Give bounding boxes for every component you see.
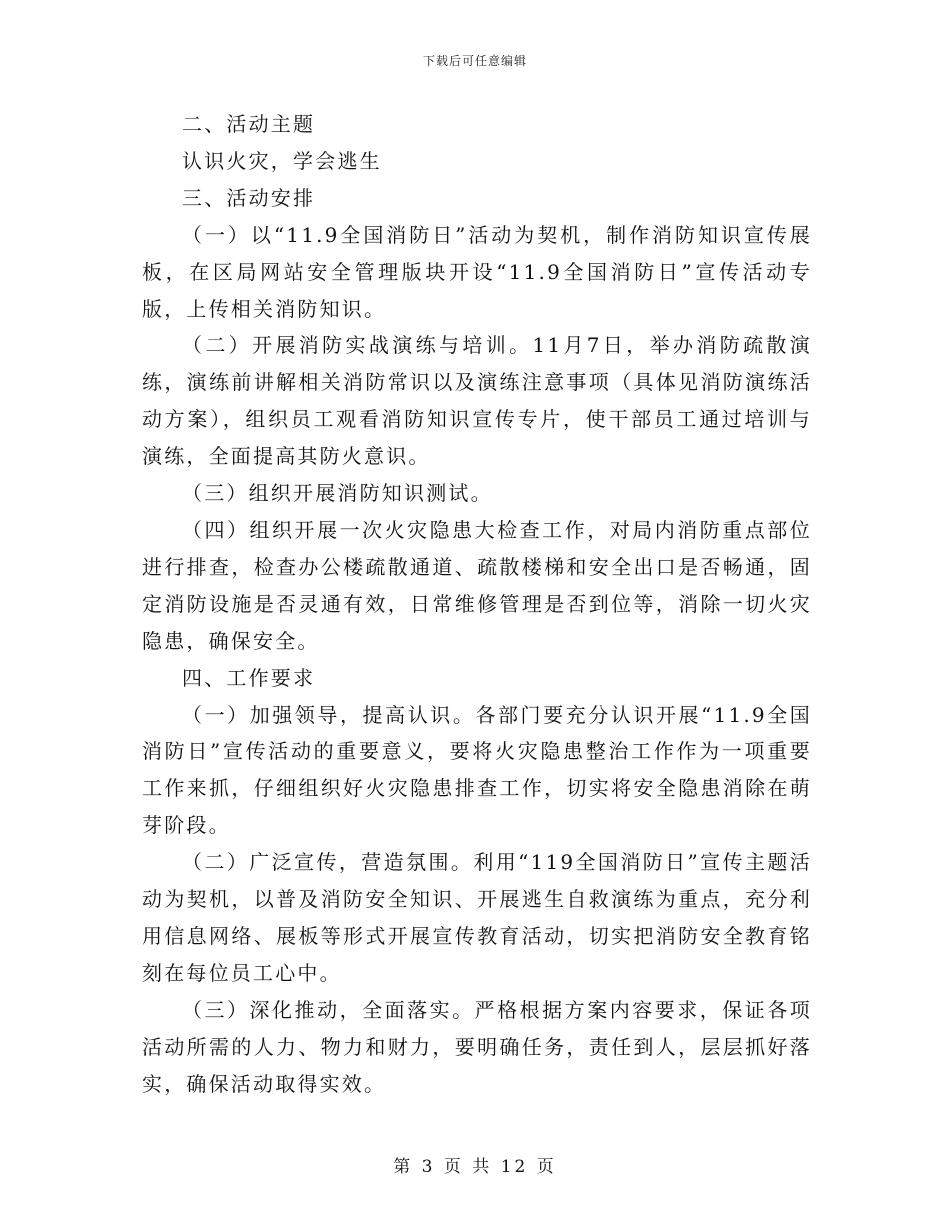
document-body (142, 106, 812, 1102)
arrangement-item-1: （一）以“11.9全国消防日”活动为契机，制作消防知识宣传展板，在区局网站安全管理版块开设“11.9全国消防日”宣传活动专版，上传相关消防知识。 (142, 222, 812, 321)
theme-text: 认识火灾，学会逃生 (182, 148, 382, 173)
requirement-item-2: （二）广泛宣传，营造氛围。利用“119全国消防日”宣传主题活动为契机，以普及消防安全知识、开展逃生自救演练为重点，充分利用信息网络、展板等形式开展宣传教育活动，切实把消防安全教育铭刻在每位员工心中。 (142, 850, 812, 985)
arrangement-item-4: （四）组织开展一次火灾隐患大检查工作，对局内消防重点部位进行排查，检查办公楼疏散通道、疏散楼梯和安全出口是否畅通，固定消防设施是否灵通有效，日常维修管理是否到位等，消除一切火灾隐患，确保安全。 (142, 517, 812, 653)
arrangement-item-3: （三）组织开展消防知识测试。 (182, 481, 493, 506)
section-heading-arrangement: 三、活动安排 (182, 185, 316, 210)
requirement-item-1: （一）加强领导，提高认识。各部门要充分认识开展“11.9全国消防日”宣传活动的重要意义，要将火灾隐患整治工作作为一项重要工作来抓，仔细组织好火灾隐患排查工作，切实将安全隐患消除在萌芽阶段。 (142, 702, 812, 838)
page-header: 下载后可任意编辑 (422, 54, 527, 68)
arrangement-item-2: （二）开展消防实战演练与培训。11月7日，举办消防疏散演练，演练前讲解相关消防常识以及演练注意事项（具体见消防演练活动方案），组织员工观看消防知识宣传专片，使干部员工通过培训与演练，全面提高其防火意识。 (142, 333, 812, 469)
requirement-item-3: （三）深化推动，全面落实。严格根据方案内容要求，保证各项活动所需的人力、物力和财力，要明确任务，责任到人，层层抓好落实，确保活动取得实效。 (142, 997, 812, 1096)
section-heading-requirements: 四、工作要求 (182, 665, 316, 690)
page-number-footer: 第 3 页 共 12 页 (393, 1157, 557, 1177)
section-heading-theme: 二、活动主题 (182, 112, 316, 136)
